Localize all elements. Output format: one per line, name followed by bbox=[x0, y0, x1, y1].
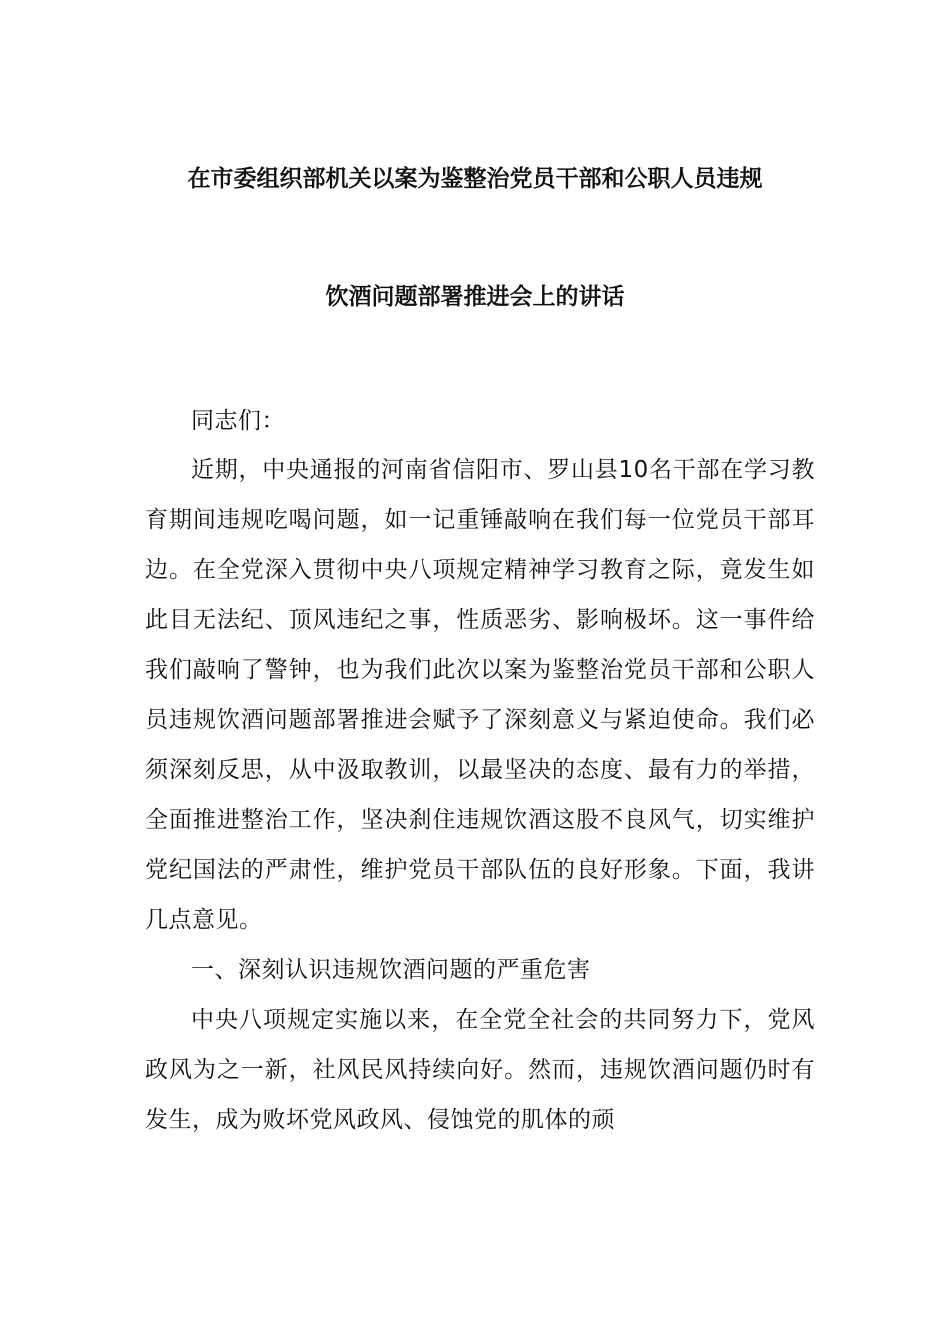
paragraph-intro: 近期，中央通报的河南省信阳市、罗山县10名干部在学习教育期间违规吃喝问题，如一记重锤敲响在我们每一位党员干部耳边。在全党深入贯彻中央八项规定精神学习教育之际，竟发生如此目无法纪、顶风违纪之事，性质恶劣、影响极坏。这一事件给我们敲响了警钟，也为我们此次以案为鉴整治党员干部和公职人员违规饮酒问题部署推进会赋予了深刻意义与紧迫使命。我们必须深刻反思，从中汲取教训，以最坚决的态度、最有力的举措，全面推进整治工作，坚决刹住违规饮酒这股不良风气，切实维护党纪国法的严肃性，维护党员干部队伍的良好形象。下面，我讲几点意见。 bbox=[145, 457, 815, 933]
section-heading-1: 一、深刻认识违规饮酒问题的严重危害 bbox=[191, 957, 591, 983]
greeting-block bbox=[145, 396, 815, 446]
document-title-line-1: 在市委组织部机关以案为鉴整治党员干部和公职人员违规 bbox=[187, 166, 763, 192]
greeting: 同志们： bbox=[191, 408, 285, 434]
document-title-line-2: 饮酒问题部署推进会上的讲话 bbox=[325, 284, 625, 310]
document-body bbox=[145, 445, 815, 1145]
paragraph-section-1: 中央八项规定实施以来，在全党全社会的共同努力下，党风政风为之一新，社风民风持续向好。然而，违规饮酒问题仍时有发生，成为败坏党风政风、侵蚀党的肌体的顽 bbox=[145, 1007, 815, 1133]
